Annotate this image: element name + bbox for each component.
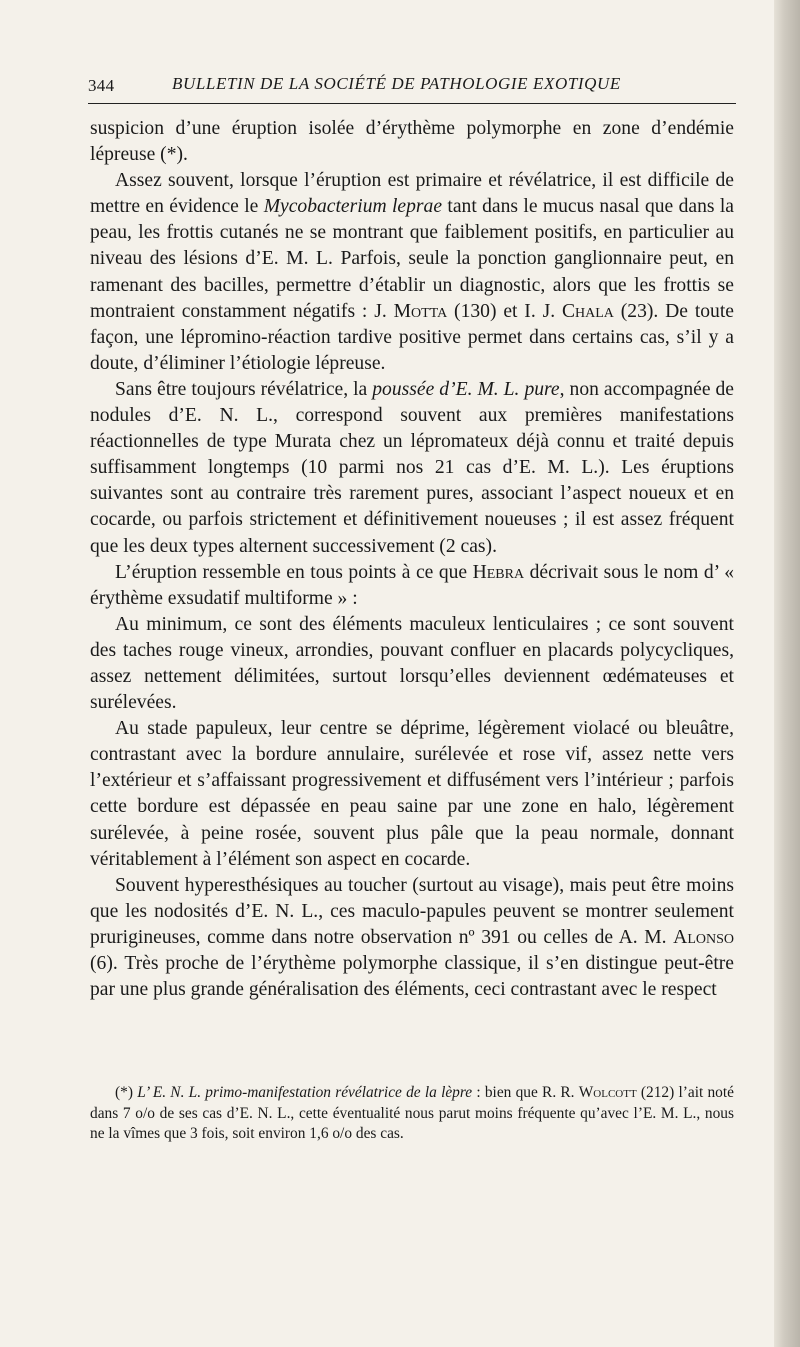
paragraph: Sans être toujours révélatrice, la poussée d’E. M. L. pure, non accompagnée de nodules d’E. N. L., correspond souvent aux premières manifestations réactionnelles de type Murata chez un lépromateux déjà connu et traité depuis suffisamment longtemps (10 parmi nos 21 cas d’E. M. L.). Les éruptions suivantes sont au contraire très rarement pures, associant l’aspect noueux et en cocarde, ou parfois strictement et définitivement noueuses ; il est assez fréquent que les deux types alternent successivement (2 cas).	[90, 378, 734, 557]
page-number: 344	[88, 76, 115, 95]
footnote-text: (*) L’ E. N. L. primo-manifestation révélatrice de la lèpre : bien que R. R. Wolcott (212) l’ait noté dans 7 o/o de ses cas d’E. N. L., cette éventualité nous parut moins fréquente qu’avec l’E. M. L., nous ne la vîmes que 3 fois, soit environ 1,6 o/o des cas.	[90, 1084, 734, 1143]
footnote-marker: (*)	[115, 1084, 138, 1101]
footnote-title: L’ E. N. L. primo-manifestation révélatrice de la lèpre	[137, 1084, 473, 1101]
header-rule	[88, 103, 736, 104]
paragraph: suspicion d’une éruption isolée d’érythème polymorphe en zone d’endémie lépreuse (*).	[90, 118, 734, 166]
author-name: Wolcott	[578, 1084, 637, 1101]
article-body	[90, 116, 734, 1003]
author-name: Motta	[393, 300, 448, 322]
paragraph: Au minimum, ce sont des éléments maculeux lenticulaires ; ce sont souvent des taches rouge vineux, arrondies, pouvant confluer en placards polycycliques, assez nettement délimitées, surtout lorsqu’elles deviennent œdémateuses et surélevées.	[90, 613, 734, 714]
running-title: BULLETIN DE LA SOCIÉTÉ DE PATHOLOGIE EXOTIQUE	[172, 74, 621, 93]
author-name: Alonso	[673, 926, 734, 948]
page-edge	[774, 0, 800, 1347]
paragraph: L’éruption ressemble en tous points à ce que Hebra décrivait sous le nom d’ « érythème exsudatif multiforme » :	[90, 561, 734, 609]
species-name: Mycobacterium leprae	[263, 196, 443, 218]
author-name: Chala	[561, 300, 614, 322]
paragraph: Souvent hyperesthésiques au toucher (surtout au visage), mais peut être moins que les nodosités d’E. N. L., ces maculo-papules peuvent se montrer seulement prurigineuses, comme dans notre observation nº 391 ou celles de A. M. Alonso (6). Très proche de l’érythème polymorphe classique, il s’en distingue peut-être par une plus grande généralisation des éléments, ceci contrastant avec le respect	[90, 874, 734, 1001]
paragraph: Au stade papuleux, leur centre se déprime, légèrement violacé ou bleuâtre, contrastant avec la bordure annulaire, surélevée et rose vif, assez nette vers l’extérieur et s’affaissant progressivement et diffusément vers l’intérieur ; parfois cette bordure est dépassée en peau saine par une zone en halo, légèrement surélevée, à peine rosée, souvent plus pâle que la peau normale, donnant véritablement à l’élément son aspect en cocarde.	[90, 718, 734, 870]
author-name: Hebra	[472, 561, 525, 583]
emphasis: poussée d’E. M. L. pure	[372, 378, 560, 400]
paragraph: Assez souvent, lorsque l’éruption est primaire et révélatrice, il est difficile de mettre en évidence le Mycobacterium leprae tant dans le mucus nasal que dans la peau, les frottis cutanés ne se montrant que faiblement positifs, en particulier au niveau des lésions d’E. M. L. Parfois, seule la ponction ganglionnaire peut, en ramenant des bacilles, permettre d’établir un diagnostic, alors que les frottis se montraient constamment négatifs : J. Motta (130) et I. J. Chala (23). De toute façon, une lépromino-réaction tardive positive permet dans certains cas, s’il y a doute, d’éliminer l’étiologie lépreuse.	[90, 170, 734, 374]
footnote	[90, 1083, 734, 1145]
